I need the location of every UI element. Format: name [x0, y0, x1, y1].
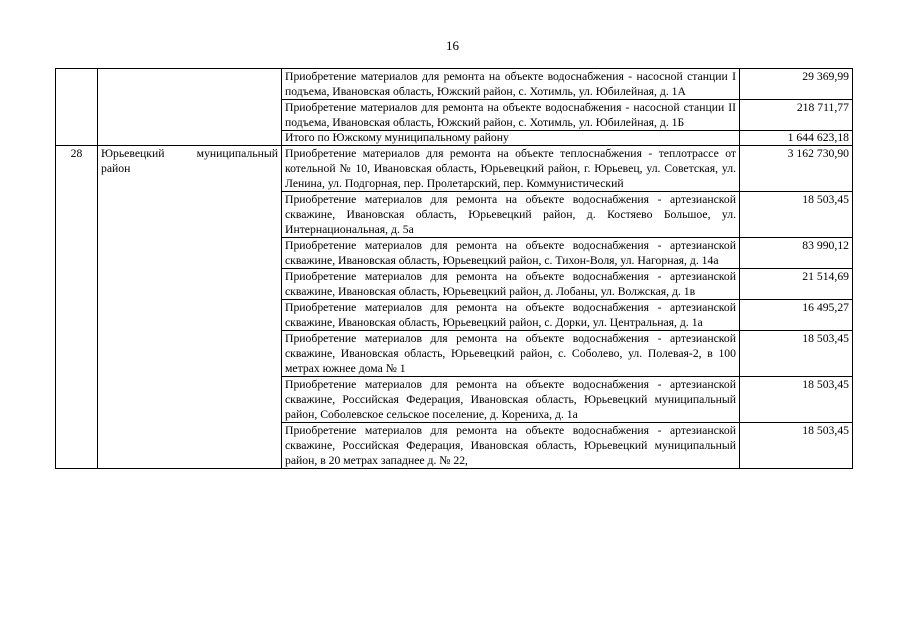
- description-cell: [282, 69, 740, 100]
- page-number: 16: [446, 38, 459, 53]
- total-amount-cell: 1 644 623,18: [740, 131, 853, 146]
- description-text: Приобретение материалов для ремонта на объекте водоснабжения - артезианской скважине, Ивановская область, Юрьевецкий район, д. Костяево Большое, ул. Интернациональная, д. 5а: [285, 193, 736, 236]
- description-text: Приобретение материалов для ремонта на объекте теплоснабжения - теплотрассе от котельной № 10, Ивановская область, Юрьевецкий район, г. Юрьевец, ул. Советская, ул. Ленина, ул. Подгорная, пер. Пролетарский, пер. Коммунистический: [285, 147, 736, 190]
- description-cell: [282, 300, 740, 331]
- amount-cell: 18 503,45: [740, 377, 853, 423]
- row-number-cell: 28: [56, 146, 98, 469]
- amount-cell: 18 503,45: [740, 423, 853, 469]
- funding-table: [55, 68, 853, 469]
- amount-cell: 16 495,27: [740, 300, 853, 331]
- description-text: Приобретение материалов для ремонта на объекте водоснабжения - насосной станции II подъема, Ивановская область, Южский район, с. Хотимль, ул. Юбилейная, д. 1Б: [285, 101, 736, 129]
- description-cell: [282, 238, 740, 269]
- description-cell: [282, 423, 740, 469]
- description-text: Приобретение материалов для ремонта на объекте водоснабжения - артезианской скважине, Российская Федерация, Ивановская область, Юрьевецкий муниципальный район, Соболевское сельское поселение, д. Корениха, д. 1а: [285, 378, 736, 421]
- amount-cell: 83 990,12: [740, 238, 853, 269]
- description-cell: [282, 269, 740, 300]
- description-text: Приобретение материалов для ремонта на объекте водоснабжения - насосной станции I подъема, Ивановская область, Южский район, с. Хотимль, ул. Юбилейная, д. 1А: [285, 70, 736, 98]
- district-cell: [98, 146, 282, 469]
- description-cell: [282, 146, 740, 192]
- description-cell: [282, 100, 740, 131]
- total-label-cell: Итого по Южскому муниципальному району: [282, 131, 740, 146]
- district-cell: [98, 69, 282, 146]
- description-text: Приобретение материалов для ремонта на объекте водоснабжения - артезианской скважине, Ивановская область, Юрьевецкий район, с. Тихон-Воля, ул. Нагорная, д. 14а: [285, 239, 736, 267]
- district-name: Юрьевецкий муниципальный район: [101, 147, 278, 175]
- amount-cell: 3 162 730,90: [740, 146, 853, 192]
- amount-cell: 218 711,77: [740, 100, 853, 131]
- row-number-cell: [56, 69, 98, 146]
- amount-cell: 29 369,99: [740, 69, 853, 100]
- description-text: Приобретение материалов для ремонта на объекте водоснабжения - артезианской скважине, Ивановская область, Юрьевецкий район, с. Соболево, ул. Полевая-2, в 100 метрах южнее дома № 1: [285, 332, 736, 375]
- amount-cell: 21 514,69: [740, 269, 853, 300]
- description-cell: [282, 331, 740, 377]
- table-row: [56, 69, 853, 100]
- description-text: Приобретение материалов для ремонта на объекте водоснабжения - артезианской скважине, Ивановская область, Юрьевецкий район, с. Дорки, ул. Центральная, д. 1а: [285, 301, 736, 329]
- description-cell: [282, 192, 740, 238]
- table-row: [56, 146, 853, 192]
- description-text: Приобретение материалов для ремонта на объекте водоснабжения - артезианской скважине, Ивановская область, Юрьевецкий район, д. Лобаны, ул. Волжская, д. 1в: [285, 270, 736, 298]
- amount-cell: 18 503,45: [740, 192, 853, 238]
- description-text: Приобретение материалов для ремонта на объекте водоснабжения - артезианской скважине, Российская Федерация, Ивановская область, Юрьевецкий муниципальный район, в 20 метрах западнее д. № 22,: [285, 424, 736, 467]
- description-cell: [282, 377, 740, 423]
- amount-cell: 18 503,45: [740, 331, 853, 377]
